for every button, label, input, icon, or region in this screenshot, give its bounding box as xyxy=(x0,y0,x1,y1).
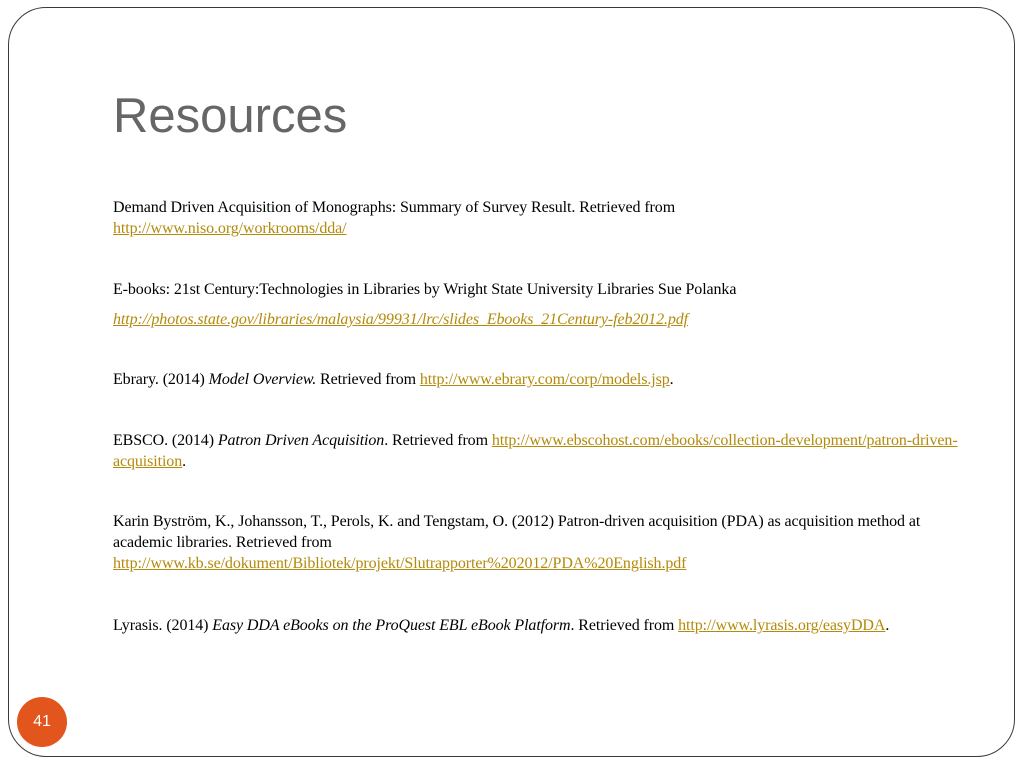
page-number-badge: 41 xyxy=(17,697,67,747)
reference-text: E-books: 21st Century:Technologies in Libraries by Wright State University Libraries Sue Polanka xyxy=(113,281,737,298)
reference-item xyxy=(113,309,688,330)
reference-link[interactable]: http://www.lyrasis.org/easyDDA xyxy=(678,617,886,634)
reference-item xyxy=(113,511,973,574)
reference-text: Lyrasis. (2014) xyxy=(113,617,213,634)
reference-punctuation: . xyxy=(182,453,187,470)
reference-text: Ebrary. (2014) xyxy=(113,371,209,388)
reference-title: Model Overview. xyxy=(208,371,317,388)
slide-title: Resources xyxy=(113,89,348,143)
reference-text: Karin Byström, K., Johansson, T., Perols, K. and Tengstam, O. (2012) Patron-driven acquisition (PDA) as acquisition method at academic libraries. Retrieved from xyxy=(113,513,921,551)
reference-title: Patron Driven Acquisition xyxy=(217,432,385,449)
reference-link[interactable]: http://www.ebrary.com/corp/models.jsp xyxy=(419,371,670,388)
reference-text: . Retrieved from xyxy=(570,617,679,634)
reference-text: EBSCO. (2014) xyxy=(113,432,218,449)
reference-punctuation: . xyxy=(669,371,674,388)
reference-text: . Retrieved from xyxy=(384,432,492,449)
reference-link[interactable]: http://www.kb.se/dokument/Bibliotek/projekt/Slutrapporter%202012/PDA%20English.pdf xyxy=(113,555,687,572)
reference-punctuation: . xyxy=(885,617,890,634)
reference-link[interactable]: http://www.niso.org/workrooms/dda/ xyxy=(113,220,347,237)
reference-item xyxy=(113,369,674,390)
reference-item xyxy=(113,197,675,239)
reference-text: Demand Driven Acquisition of Monographs: Summary of Survey Result. Retrieved from xyxy=(113,199,676,216)
reference-title: Easy DDA eBooks on the ProQuest EBL eBook Platform xyxy=(212,617,571,634)
reference-link[interactable]: http://www.ebscohost.com/ebooks/collection-development/patron-driven-acquisition xyxy=(113,432,958,470)
reference-link[interactable]: http://photos.state.gov/libraries/malaysia/99931/lrc/slides_Ebooks_21Century-feb2012.pdf xyxy=(113,311,689,328)
reference-text: Retrieved from xyxy=(316,371,420,388)
reference-item xyxy=(113,430,973,472)
reference-item xyxy=(113,615,889,636)
reference-item xyxy=(113,279,736,300)
